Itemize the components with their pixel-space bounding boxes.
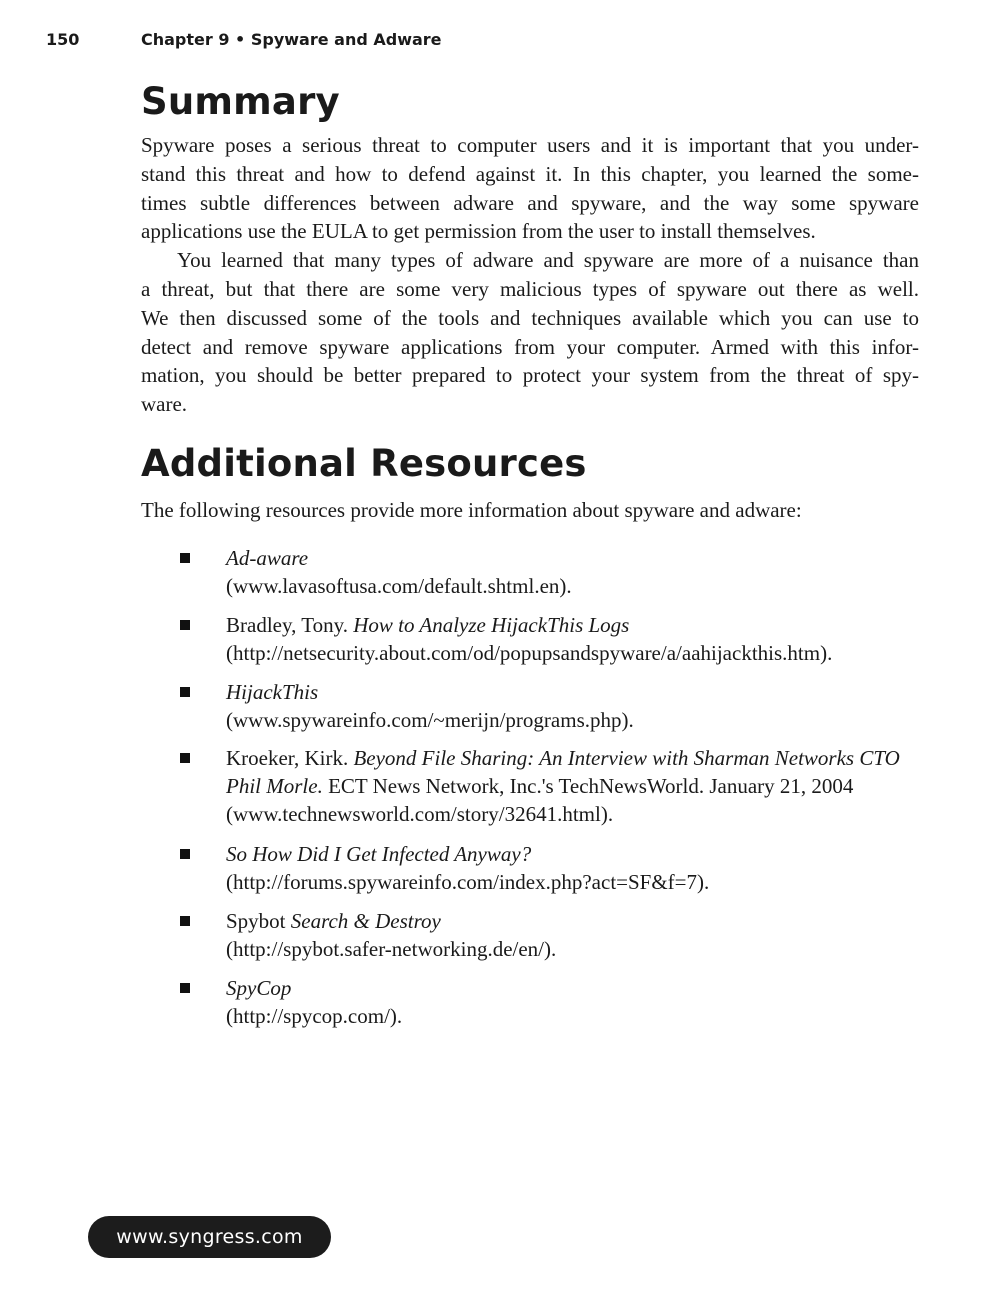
reference-title: Ad-aware — [226, 546, 309, 570]
reference-author: Bradley, Tony. — [226, 613, 354, 637]
reference-item — [186, 611, 926, 667]
summary-p2-line: You learned that many types of adware and spyware are more of a nuisance than — [177, 248, 919, 273]
reference-item — [186, 744, 926, 828]
resources-intro: The following resources provide more information about spyware and adware: — [141, 498, 802, 522]
reference-title: So How Did I Get Infected Anyway? — [226, 842, 532, 866]
reference-url: (http://spycop.com/). — [226, 1004, 403, 1028]
resources-heading: Additional Resources — [141, 442, 587, 485]
running-header — [46, 30, 442, 49]
reference-item — [186, 907, 926, 963]
summary-p2-line: ware. — [141, 392, 188, 417]
reference-url: (www.spywareinfo.com/~merijn/programs.php). — [226, 708, 634, 732]
bullet-icon — [180, 916, 190, 926]
bullet-icon — [180, 753, 190, 763]
bullet-icon — [180, 983, 190, 993]
reference-url: (http://spybot.safer-networking.de/en/). — [226, 937, 557, 961]
chapter-title: Chapter 9 • Spyware and Adware — [141, 30, 442, 49]
reference-title: Beyond File Sharing: An Interview with Sharman Networks CTO — [353, 746, 900, 770]
reference-author: Kroeker, Kirk. — [226, 746, 354, 770]
reference-title: How to Analyze HijackThis Logs — [353, 613, 630, 637]
bullet-icon — [180, 553, 190, 563]
reference-publisher: ECT News Network, Inc.'s TechNewsWorld. January 21, 2004 — [322, 774, 854, 798]
reference-title-cont: Phil Morle. — [226, 774, 323, 798]
reference-item — [186, 840, 926, 896]
summary-p1-line: applications use the EULA to get permission from the user to install themselves. — [141, 219, 816, 244]
summary-p2-line: detect and remove spyware applications from your computer. Armed with this infor- — [141, 334, 919, 359]
reference-item — [186, 974, 926, 1030]
page-number: 150 — [46, 30, 80, 49]
summary-p1-line: stand this threat and how to defend against it. In this chapter, you learned the some- — [141, 161, 919, 186]
reference-url: (www.lavasoftusa.com/default.shtml.en). — [226, 574, 572, 598]
publisher-url-badge: www.syngress.com — [88, 1216, 331, 1258]
summary-p2-line: a threat, but that there are some very malicious types of spyware out there as well. — [141, 276, 919, 301]
summary-p2-line: We then discussed some of the tools and techniques available which you can use to — [141, 305, 919, 330]
summary-body — [141, 131, 919, 419]
bullet-icon — [180, 620, 190, 630]
reference-author: Spybot — [226, 909, 291, 933]
summary-p2-line: mation, you should be better prepared to protect your system from the threat of spy- — [141, 363, 919, 388]
bullet-icon — [180, 849, 190, 859]
bullet-icon — [180, 687, 190, 697]
reference-url: (www.technewsworld.com/story/32641.html). — [226, 802, 614, 826]
reference-url: (http://netsecurity.about.com/od/popupsandspyware/a/aahijackthis.htm). — [226, 641, 833, 665]
reference-title: Search & Destroy — [290, 909, 441, 933]
reference-item — [186, 678, 926, 734]
reference-title: SpyCop — [226, 976, 292, 1000]
reference-url: (http://forums.spywareinfo.com/index.php?act=SF&f=7). — [226, 870, 710, 894]
reference-item — [186, 544, 926, 600]
reference-title: HijackThis — [226, 680, 319, 704]
summary-heading: Summary — [141, 80, 340, 123]
summary-p1-line: Spyware poses a serious threat to computer users and it is important that you under- — [141, 133, 919, 157]
summary-p1-line: times subtle differences between adware and spyware, and the way some spyware — [141, 190, 919, 215]
